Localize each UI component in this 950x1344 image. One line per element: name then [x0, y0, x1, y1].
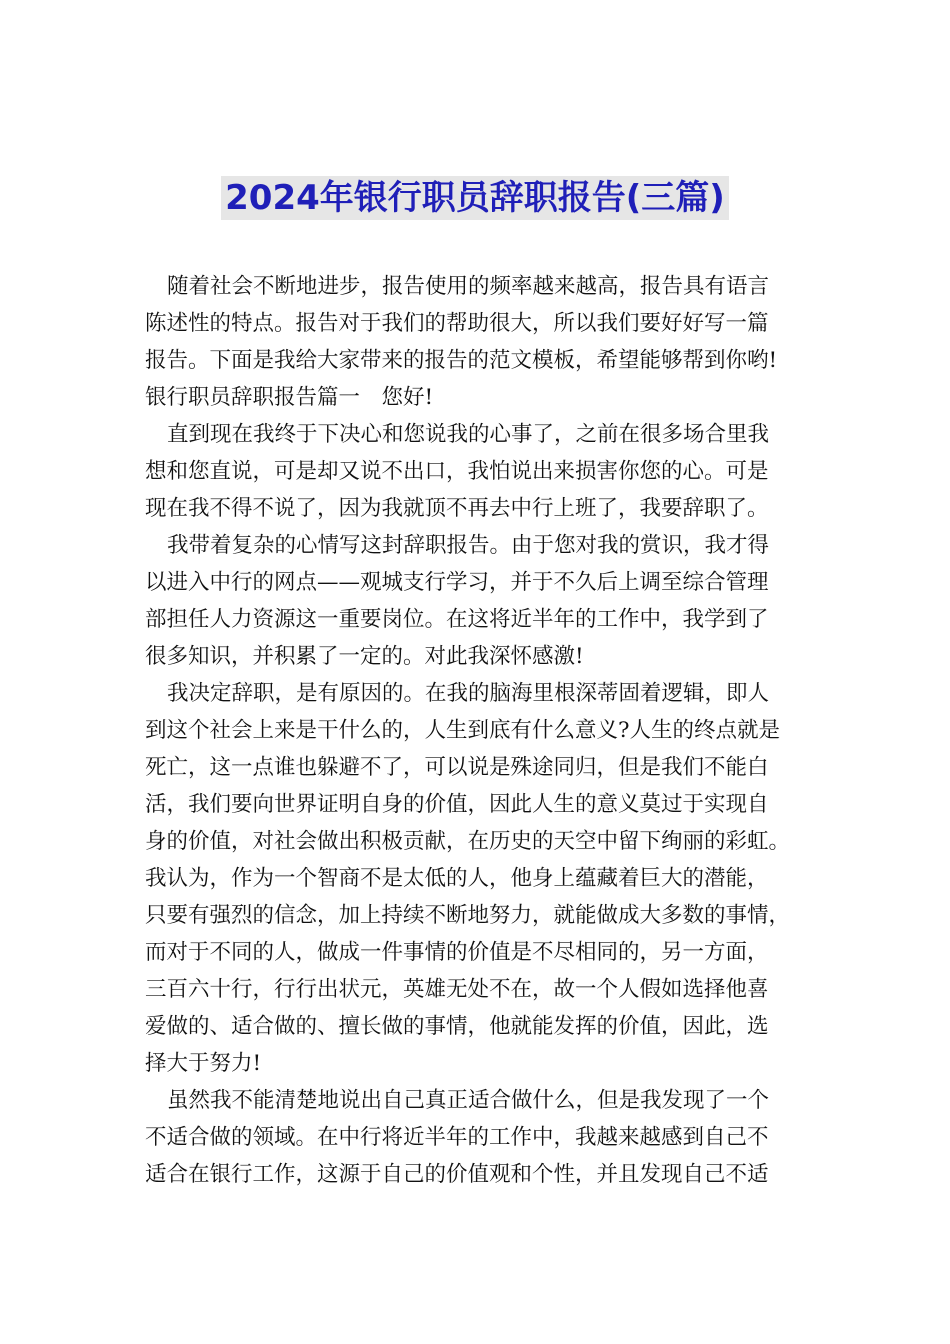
paragraph — [145, 1082, 825, 1193]
text-line: 以进入中行的网点——观城支行学习，并于不久后上调至综合管理 — [145, 570, 769, 595]
paragraph — [145, 527, 825, 675]
text-line: 只要有强烈的信念，加上持续不断地努力，就能做成大多数的事情， — [145, 903, 791, 928]
paragraph — [145, 268, 825, 416]
text-line: 死亡，这一点谁也躲避不了，可以说是殊途同归，但是我们不能白 — [145, 755, 769, 780]
text-line: 陈述性的特点。报告对于我们的帮助很大，所以我们要好好写一篇 — [145, 311, 769, 336]
text-line: 三百六十行，行行出状元，英雄无处不在，故一个人假如选择他喜 — [145, 977, 769, 1002]
text-line: 很多知识，并积累了一定的。对此我深怀感激! — [145, 644, 584, 669]
text-line: 现在我不得不说了，因为我就顶不再去中行上班了，我要辞职了。 — [145, 496, 769, 521]
text-line: 择大于努力! — [145, 1051, 262, 1076]
text-line: 爱做的、适合做的、擅长做的事情，他就能发挥的价值，因此，选 — [145, 1014, 769, 1039]
text-line: 而对于不同的人，做成一件事情的价值是不尽相同的，另一方面， — [145, 940, 769, 965]
text-line: 适合在银行工作，这源于自己的价值观和个性，并且发现自己不适 — [145, 1162, 769, 1187]
text-line: 虽然我不能清楚地说出自己真正适合做什么，但是我发现了一个 — [167, 1088, 770, 1113]
text-line: 我带着复杂的心情写这封辞职报告。由于您对我的赏识，我才得 — [167, 533, 770, 558]
text-line: 直到现在我终于下决心和您说我的心事了，之前在很多场合里我 — [167, 422, 770, 447]
paragraph — [145, 675, 825, 1082]
text-line: 我认为，作为一个智商不是太低的人，他身上蕴藏着巨大的潜能， — [145, 866, 769, 891]
text-line: 报告。下面是我给大家带来的报告的范文模板，希望能够帮到你哟! — [145, 348, 778, 373]
document-body — [145, 268, 825, 1193]
text-line: 想和您直说，可是却又说不出口，我怕说出来损害你您的心。可是 — [145, 459, 769, 484]
text-line: 我决定辞职，是有原因的。在我的脑海里根深蒂固着逻辑，即人 — [167, 681, 770, 706]
document-title: 2024年银行职员辞职报告(三篇) — [221, 176, 729, 220]
text-line: 部担任人力资源这一重要岗位。在这将近半年的工作中，我学到了 — [145, 607, 769, 632]
text-line: 活，我们要向世界证明自身的价值，因此人生的意义莫过于实现自 — [145, 792, 769, 817]
text-line: 身的价值，对社会做出积极贡献，在历史的天空中留下绚丽的彩虹。 — [145, 829, 791, 854]
text-line: 不适合做的领域。在中行将近半年的工作中，我越来越感到自己不 — [145, 1125, 769, 1150]
text-line: 到这个社会上来是干什么的，人生到底有什么意义?人生的终点就是 — [145, 718, 781, 743]
title-container — [0, 176, 950, 220]
text-line: 随着社会不断地进步，报告使用的频率越来越高，报告具有语言 — [167, 274, 770, 299]
text-line: 银行职员辞职报告篇一 您好! — [145, 385, 434, 410]
paragraph — [145, 416, 825, 527]
